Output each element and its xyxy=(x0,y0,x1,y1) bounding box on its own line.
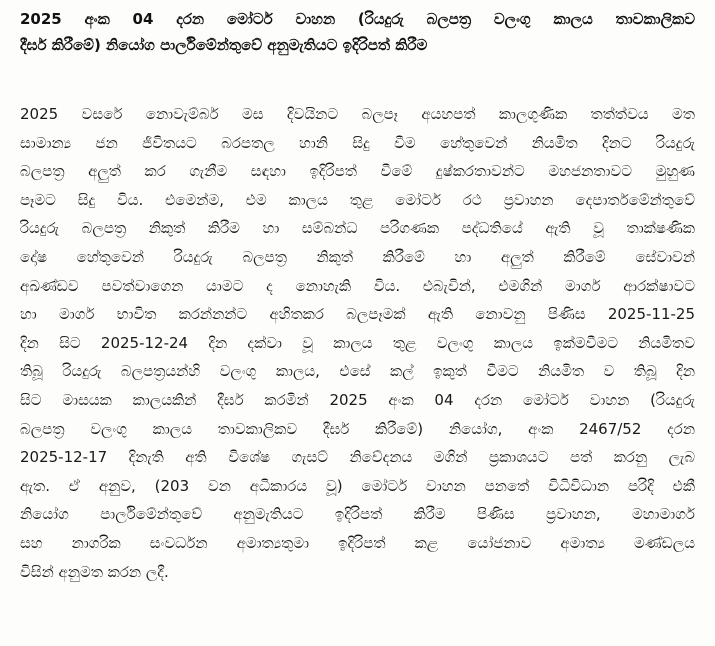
title-line: 2025 අංක 04 දරන මෝටර් වාහන (රියදුරු බලපත්‍ර වලංගු කාලය තාවකාලිකව xyxy=(20,10,695,28)
body-line: සිට මාසයක කාලයකින් දීර්ඝ කරමින් 2025 අංක 04 දරන මෝටර් වාහන (රියදුරු xyxy=(20,390,695,409)
body-line: දින සිට 2025-12-24 දින දක්වා වූ කාලය තුළ වලංගු කාලය ඉක්මවීමට නියමිතව xyxy=(20,333,695,352)
body-line: බලපත්‍ර වලංගු කාලය තාවකාලිකව දීර්ඝ කිරීමේ) නියෝග, අංක 2467/52 දරන xyxy=(20,419,695,438)
body-line: රියදුරු බලපත්‍ර නිකුත් කිරීම හා සම්බන්ධ පරිගණක පද්ධතියේ ඇති වූ තාක්ෂණික xyxy=(20,219,695,238)
body-line: විසින් අනුමත කරන ලදී. xyxy=(20,562,169,581)
title-line: දීර්ඝ කිරීමේ) නියෝග පාර්ලිමේන්තුවේ අනුමැතියට ඉදිරිපත් කිරීම xyxy=(20,36,428,54)
spacer xyxy=(20,58,695,100)
body-line: බලපත්‍ර අලුත් කර ගැනීම සඳහා ඉදිරිපත් වීමේ දුෂ්කරතාවන්ට මහජනතාවට මුහුණ xyxy=(20,162,695,181)
body-line: 2025-12-17 දිනැති අති විශේෂ ගැසට් නිවේදනය මගින් ප්‍රකාශයට පත් කරනු ලැබ xyxy=(20,448,695,467)
body-line: ඇත. ඒ අනුව, (203 වන අධිකාරය වූ) මෝටර් වාහන පනතේ විධිවිධාන පරිදි එකී xyxy=(20,476,695,495)
body-line: පෑමට සිදු විය. එමෙන්ම, එම කාලය තුළ මෝටර් රථ ප්‍රවාහන දෙපාර්තමේන්තුවේ xyxy=(20,190,695,209)
body-line: නියෝග පාර්ලිමේන්තුවේ අනුමැතියට ඉදිරිපත් කිරීම පිණිස ප්‍රවාහන, මහාමාර්ග xyxy=(20,505,695,524)
body-line: සහ නාගරික සංවර්ධන අමාත්‍යතුමා ඉදිරිපත් කළ යෝජනාව අමාත්‍ය මණ්ඩලය xyxy=(20,533,695,552)
document-title xyxy=(20,6,695,58)
body-line: හා මාර්ග භාවිත කරන්නන්ට අහිතකර බලපෑමක් ඇති නොවනු පිණිස 2025-11-25 xyxy=(20,305,695,324)
body-line: තිබූ රියදුරු බලපත්‍රයන්හි වලංගු කාලය, එසේ කල් ඉකුත් වීමට නියමිත ව තිබූ දින xyxy=(20,362,695,381)
body-line: දෝෂ හේතුවෙන් රියදුරු බලපත්‍ර නිකුත් කිරීමේ හා අලුත් කිරීමේ සේවාවන් xyxy=(20,247,695,266)
body-line: 2025 වසරේ නොවැම්බර් මස දිවයිනට බලපෑ අයහපත් කාලගුණික තත්ත්වය මත xyxy=(20,105,695,123)
document-body xyxy=(20,100,695,586)
body-line: සාමාන්‍ය ජන ජීවිතයට බරපතල හානි සිදු වීම හේතුවෙන් නියමිත දිනට රියදුරු xyxy=(20,133,695,152)
body-line: අඛණ්ඩව පවත්වාගෙන යාමට ද නොහැකි විය. එබැවින්, එමගින් මාර්ග ආරක්ෂාවට xyxy=(20,276,695,295)
